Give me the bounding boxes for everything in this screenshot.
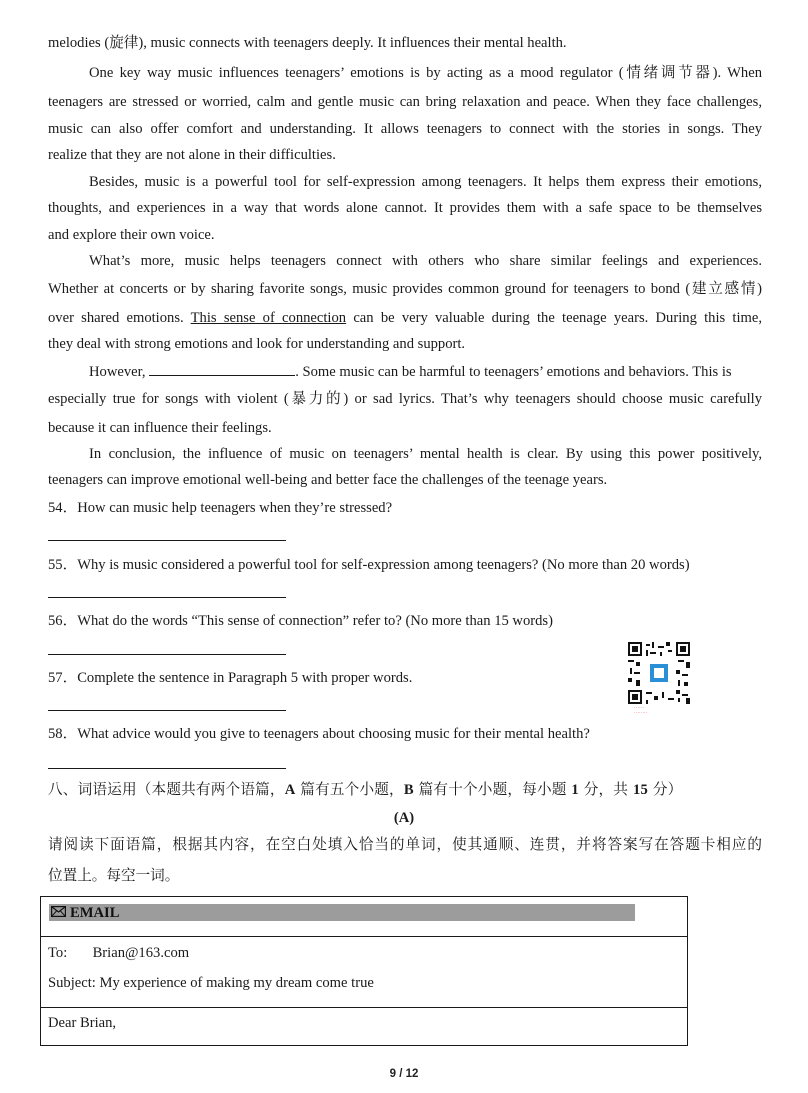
question-text: How can music help teenagers when they’re stressed?: [77, 500, 393, 516]
passage-line: [48, 309, 762, 327]
heading-text: A: [284, 782, 296, 798]
fill-blank[interactable]: [149, 362, 295, 376]
passage-line: especially true for songs with violent (暴力的) or sad lyrics. That’s why teenagers should choose music carefully: [48, 391, 762, 407]
qr-caption: ······ ········: [634, 706, 648, 716]
passage-line: realize that they are not alone in their difficulties.: [48, 147, 336, 163]
question-number: 57．: [48, 670, 78, 686]
answer-line[interactable]: [48, 654, 286, 655]
passage-line: teenagers can improve emotional well-being and better face the challenges of the teenage years.: [48, 472, 608, 488]
question-54: [48, 499, 392, 517]
question-number: 58．: [48, 726, 78, 742]
question-number: 56．: [48, 613, 78, 629]
passage-line: melodies (旋律), music connects with teenagers deeply. It influences their mental health.: [48, 35, 567, 51]
answer-line[interactable]: [48, 710, 286, 711]
heading-text: 分，共: [578, 781, 633, 798]
email-subject-row: [48, 975, 374, 992]
passage-line: thoughts, and experiences in a way that words alone cannot. It provides them with a safe space to be themselves: [48, 200, 762, 216]
passage-line: What’s more, music helps teenagers connect with others who share similar feelings and experiences.: [89, 253, 762, 269]
passage-line: they deal with strong emotions and look for understanding and support.: [48, 336, 466, 352]
passage-line: because it can influence their feelings.: [48, 420, 272, 436]
passage-line: teenagers are stressed or worried, calm and gentle music can bring relaxation and peace. When they face challenges,: [48, 94, 762, 110]
passage-line: Besides, music is a powerful tool for self-expression among teenagers. It helps them express their emotions,: [89, 174, 762, 190]
heading-text: 15: [632, 782, 648, 798]
subject-label: Subject:: [48, 975, 96, 991]
passage-line: In conclusion, the influence of music on teenagers’ mental health is clear. By using this power positively,: [89, 446, 762, 462]
passage-line: music can also offer comfort and understanding. It allows teenagers to connect with the stories in songs. They: [48, 121, 762, 137]
heading-text: B: [403, 782, 414, 798]
passage-text: . Some music can be harmful to teenagers’ emotions and behaviors. This is: [295, 364, 732, 380]
passage-line: and explore their own voice.: [48, 227, 215, 243]
heading-text: 八、词语运用（本题共有两个语篇，: [48, 781, 285, 798]
question-55: [48, 556, 690, 574]
question-text: Why is music considered a powerful tool for self-expression among teenagers? (No more than 20 words): [77, 557, 690, 573]
question-number: 55．: [48, 557, 78, 573]
underlined-phrase: This sense of connection: [190, 310, 347, 326]
instruction-line: 请阅读下面语篇，根据其内容，在空白处填入恰当的单词，使其通顺、连贯，并将答案写在答题卡相应的: [48, 836, 762, 853]
to-value: Brian@163.com: [92, 945, 190, 961]
divider: [41, 1007, 687, 1008]
divider: [41, 936, 687, 937]
email-header-label: EMAIL: [70, 905, 120, 921]
subject-value: My experience of making my dream come true: [99, 975, 374, 991]
qr-code-icon: [628, 642, 690, 704]
question-text: What do the words “This sense of connection” refer to? (No more than 15 words): [77, 613, 553, 629]
heading-text: 1: [571, 782, 579, 798]
email-header-bar: [49, 904, 635, 921]
answer-line[interactable]: [48, 540, 286, 541]
part-label: (A): [393, 810, 415, 826]
passage-line: One key way music influences teenagers’ emotions is by acting as a mood regulator (情绪调节器). When: [89, 65, 762, 81]
question-text: What advice would you give to teenagers about choosing music for their mental health?: [77, 726, 590, 742]
page-number: 9 / 12: [389, 1068, 419, 1080]
envelope-icon: [51, 906, 66, 917]
answer-line[interactable]: [48, 597, 286, 598]
question-text: Complete the sentence in Paragraph 5 with proper words.: [77, 670, 413, 686]
heading-text: 篇有五个小题，: [295, 781, 404, 798]
section-heading: [48, 781, 762, 799]
passage-line: Whether at concerts or by sharing favorite songs, music provides common ground for teenagers to bond (建立感情): [48, 281, 762, 297]
question-58: [48, 725, 590, 743]
question-56: [48, 612, 553, 630]
email-greeting: Dear Brian,: [48, 1015, 117, 1031]
email-box: [40, 896, 688, 1046]
heading-text: 分）: [647, 781, 683, 798]
passage-text: over shared emotions.: [48, 310, 184, 326]
to-label: To:: [48, 945, 68, 961]
passage-text: can be very valuable during the teenage years. During this time,: [353, 310, 763, 326]
answer-line[interactable]: [48, 768, 286, 769]
passage-line: [89, 362, 762, 381]
instruction-line: 位置上。每空一词。: [48, 867, 180, 884]
question-57: [48, 669, 412, 687]
heading-text: 篇有十个小题，每小题: [413, 781, 572, 798]
passage-text: However,: [89, 364, 146, 380]
email-to-row: [48, 945, 189, 962]
question-number: 54．: [48, 500, 78, 516]
